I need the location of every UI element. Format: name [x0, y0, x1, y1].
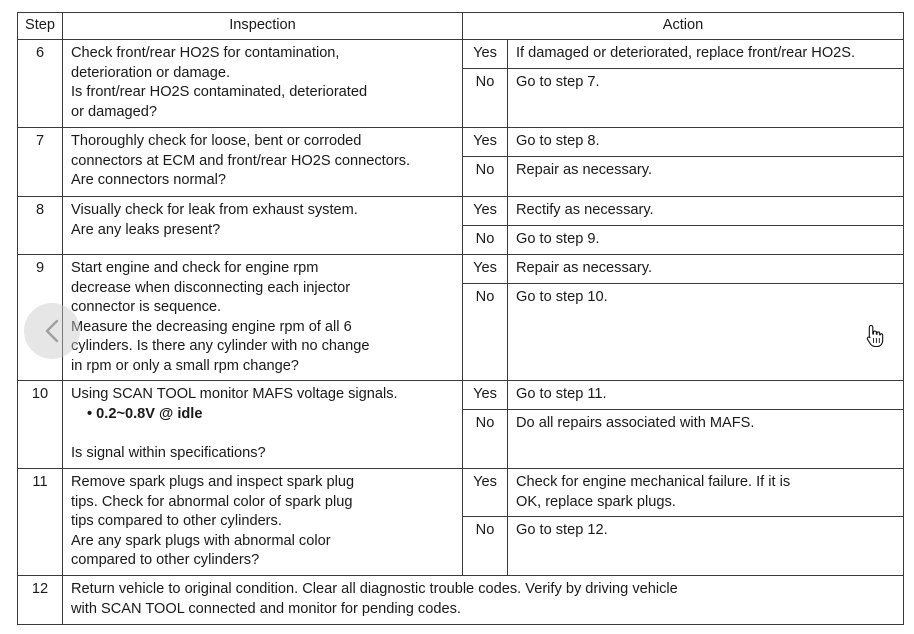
step-number: 11 [18, 469, 63, 576]
inspection-line: cylinders. Is there any cylinder with no change [71, 338, 370, 355]
inspection-line: deterioration or damage. [71, 64, 231, 81]
step-number: 10 [18, 381, 63, 469]
step-number: 9 [18, 255, 63, 381]
action-line: Go to step 12. [516, 522, 608, 538]
inspection-line: decrease when disconnecting each injector [71, 279, 351, 296]
header-step: Step [18, 13, 63, 40]
step-number: 7 [18, 128, 63, 197]
action-line: Rectify as necessary. [516, 202, 654, 218]
inspection-line: compared to other cylinders? [71, 552, 260, 569]
action-line: Go to step 8. [516, 133, 600, 149]
previous-page-button[interactable] [24, 303, 80, 359]
header-action: Action [463, 13, 904, 40]
spacer [71, 424, 456, 444]
no-label: No [463, 517, 508, 576]
inspection-line: Start engine and check for engine rpm [71, 260, 319, 276]
spec-bullet: • 0.2~0.8V @ idle [87, 405, 203, 422]
action-line: Go to step 11. [516, 386, 607, 402]
yes-action [508, 381, 904, 410]
action-line: Go to step 10. [516, 289, 608, 305]
inspection-line: Check front/rear HO2S for contamination, [71, 45, 340, 61]
inspection-line: Thoroughly check for loose, bent or corroded [71, 133, 362, 149]
instruction-line: with SCAN TOOL connected and monitor for pending codes. [71, 600, 461, 617]
yes-label: Yes [463, 40, 508, 69]
action-line: Go to step 9. [516, 231, 600, 247]
table-row [18, 255, 904, 284]
table-row-final [18, 576, 904, 625]
step-number: 12 [18, 576, 63, 625]
yes-label: Yes [463, 197, 508, 226]
action-line: Go to step 7. [516, 74, 600, 90]
yes-label: Yes [463, 128, 508, 157]
action-line: OK, replace spark plugs. [516, 493, 676, 510]
inspection-cell [63, 255, 463, 381]
no-action [508, 226, 904, 255]
yes-action [508, 40, 904, 69]
action-line: Repair as necessary. [516, 162, 652, 178]
inspection-line: connectors at ECM and front/rear HO2S connectors. [71, 152, 411, 169]
document [17, 12, 903, 629]
yes-label: Yes [463, 255, 508, 284]
no-label: No [463, 157, 508, 197]
inspection-line: Measure the decreasing engine rpm of all 6 [71, 318, 352, 335]
inspection-cell [63, 40, 463, 128]
yes-action [508, 197, 904, 226]
yes-action [508, 255, 904, 284]
inspection-line: Is signal within specifications? [71, 444, 266, 461]
inspection-line: or damaged? [71, 103, 158, 120]
no-action [508, 284, 904, 381]
no-action [508, 517, 904, 576]
diagnostic-table [17, 12, 904, 625]
inspection-line: Is front/rear HO2S contaminated, deteriorated [71, 84, 368, 101]
header-inspection: Inspection [63, 13, 463, 40]
inspection-line: Visually check for leak from exhaust system. [71, 202, 358, 218]
hand-pointer-icon [866, 324, 884, 353]
inspection-line: tips. Check for abnormal color of spark plug [71, 493, 353, 510]
inspection-line: Using SCAN TOOL monitor MAFS voltage signals. [71, 386, 398, 402]
inspection-cell [63, 381, 463, 469]
yes-action [508, 469, 904, 517]
action-line: If damaged or deteriorated, replace front/rear HO2S. [516, 45, 856, 61]
table-row [18, 128, 904, 157]
action-line: Repair as necessary. [516, 260, 652, 276]
yes-label: Yes [463, 469, 508, 517]
table-row [18, 197, 904, 226]
inspection-line: Are connectors normal? [71, 172, 226, 189]
table-row [18, 40, 904, 69]
inspection-cell [63, 197, 463, 255]
yes-label: Yes [463, 381, 508, 410]
no-label: No [463, 69, 508, 128]
inspection-line: Remove spark plugs and inspect spark plug [71, 474, 355, 490]
table-header-row [18, 13, 904, 40]
chevron-left-icon [44, 319, 60, 343]
no-action [508, 69, 904, 128]
action-line: Check for engine mechanical failure. If it is [516, 474, 791, 490]
table-row [18, 381, 904, 410]
no-action [508, 157, 904, 197]
step-number: 6 [18, 40, 63, 128]
table-row [18, 469, 904, 517]
inspection-line: Are any spark plugs with abnormal color [71, 532, 331, 549]
inspection-cell [63, 469, 463, 576]
inspection-line: in rpm or only a small rpm change? [71, 357, 299, 374]
no-label: No [463, 410, 508, 469]
inspection-cell [63, 128, 463, 197]
no-label: No [463, 284, 508, 381]
no-label: No [463, 226, 508, 255]
inspection-line: connector is sequence. [71, 299, 222, 316]
no-action [508, 410, 904, 469]
instruction-line: Return vehicle to original condition. Clear all diagnostic trouble codes. Verify by driving vehicle [71, 581, 678, 597]
yes-action [508, 128, 904, 157]
inspection-line: tips compared to other cylinders. [71, 513, 282, 530]
action-line: Do all repairs associated with MAFS. [516, 415, 755, 431]
final-instruction [63, 576, 904, 625]
inspection-line: Are any leaks present? [71, 221, 221, 238]
step-number: 8 [18, 197, 63, 255]
